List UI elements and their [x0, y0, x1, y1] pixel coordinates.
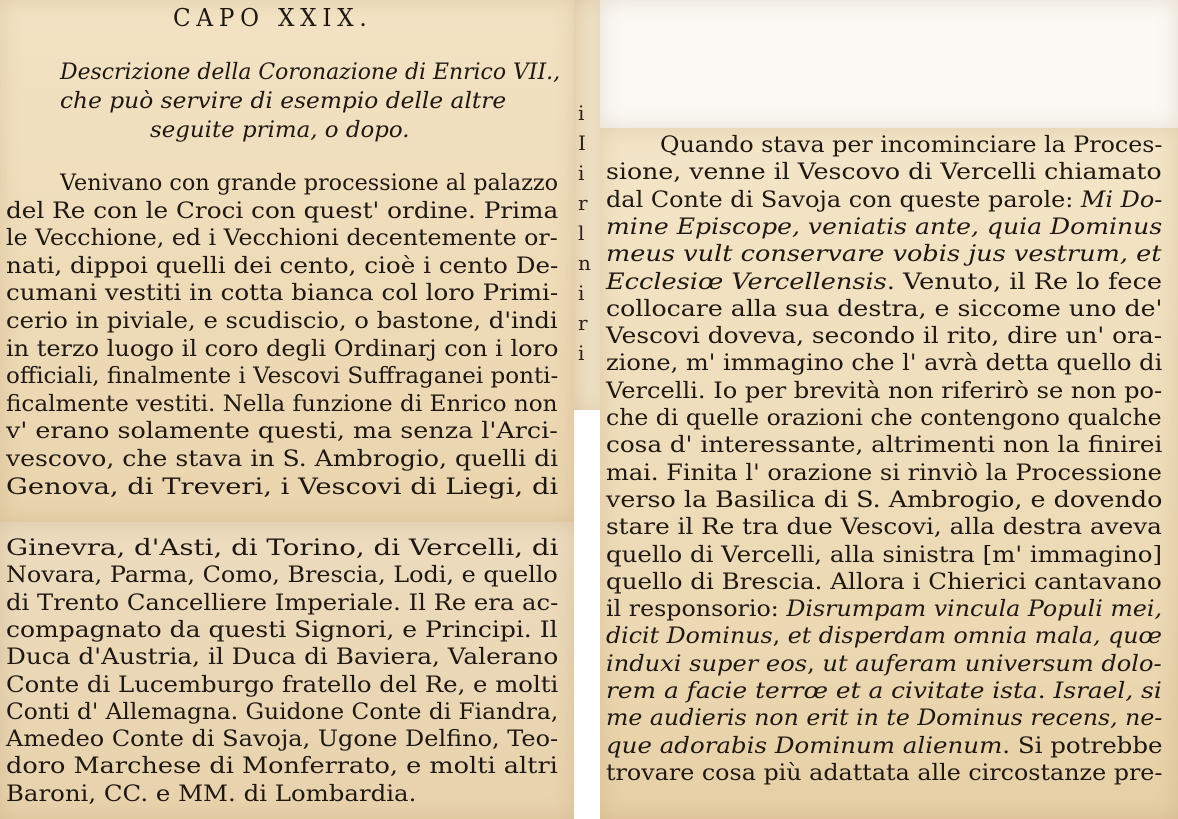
text-line	[606, 323, 1162, 350]
latin-text: Disrumpam vincula Populi mei,	[786, 596, 1163, 623]
text-line	[606, 460, 1162, 487]
text-segment: trovare cosa più adattata alle circostanze pre-	[606, 759, 1163, 786]
text-segment: collocare alla sua destra, e siccome uno de'	[606, 295, 1163, 322]
text-line: Duca d'Austria, il Duca di Baviera, Valerano	[6, 644, 559, 671]
text-segment: che di quelle orazioni che contengono qualche	[606, 405, 1162, 431]
left-bottom-column	[0, 522, 574, 819]
text-segment: ,	[807, 650, 823, 677]
text-segment: Vercelli. Io per brevità non riferirò se non po-	[606, 377, 1163, 404]
text-line	[606, 214, 1162, 241]
text-line	[606, 269, 1162, 296]
right-column	[600, 128, 1178, 819]
text-line	[606, 296, 1162, 323]
text-line: vescovo, che stava in S. Ambrogio, quelli di	[6, 446, 559, 472]
strip-letter: r	[578, 191, 588, 215]
text-segment: quello di Vercelli, alla sinistra [m' immagino]	[606, 541, 1162, 568]
text-line	[660, 132, 1162, 159]
text-line	[606, 542, 1162, 569]
text-segment: cosa d' interessante, altrimenti non la finirei	[606, 432, 1163, 459]
text-segment: dal Conte di Savoja con queste parole:	[606, 186, 1081, 213]
text-line: ficalmente vestiti. Nella funzione di Enrico non	[6, 390, 558, 417]
torn-page-strip	[574, 0, 600, 410]
blank-margin	[600, 0, 1178, 128]
text-line: Baroni, CC. e MM. di Lombardia.	[6, 780, 417, 807]
text-line: cerio in piviale, e scudiscio, o bastone, d'indi	[6, 308, 558, 334]
text-line: Genova, di Treveri, i Vescovi di Liegi, di	[6, 473, 559, 500]
text-line	[606, 733, 1163, 760]
text-line: compagnato da questi Signori, e Principi. Il	[6, 616, 558, 643]
latin-text: rem a facie terrœ et a civitate ista	[606, 678, 1038, 704]
text-line	[606, 678, 1162, 705]
text-line	[606, 187, 1162, 214]
text-line	[606, 651, 1162, 678]
strip-letter: r	[578, 311, 588, 335]
text-line: v' erano solamente questi, ma senza l'Arci-	[6, 418, 558, 445]
text-line: doro Marchese di Monferrato, e molti altri	[6, 753, 558, 780]
text-line: Novara, Parma, Como, Brescia, Lodi, e quello	[6, 562, 558, 589]
text-line	[606, 487, 1162, 514]
text-line	[606, 405, 1162, 432]
latin-text: me audieris non erit in te Dominus recens, ne-	[606, 705, 1163, 732]
strip-letter: I	[578, 131, 586, 155]
strip-letter: i	[578, 161, 585, 185]
latin-text: ut auferam universum dolo-	[822, 650, 1162, 677]
latin-text: que adorabis Dominum alienum	[606, 732, 1003, 759]
text-line: di Trento Cancelliere Imperiale. Il Re era ac-	[6, 589, 559, 616]
text-line	[606, 514, 1162, 541]
text-segment: .	[1037, 678, 1054, 704]
text-segment: ,	[772, 623, 788, 650]
text-line: in terzo luogo il coro degli Ordinarj con i loro	[6, 335, 559, 362]
text-line: nati, dippoi quelli dei cento, cioè i cento De-	[6, 252, 559, 279]
latin-text: Ecclesiœ Vercellensis	[606, 268, 887, 295]
text-line	[606, 596, 1162, 623]
text-line: cumani vestiti in cotta bianca col loro Primi-	[6, 280, 559, 307]
text-line	[606, 241, 1162, 268]
text-line	[606, 705, 1162, 732]
latin-text: mine Episcope, veniatis ante, quia Dominus	[606, 213, 1163, 240]
text-line	[606, 159, 1162, 186]
strip-letter: i	[578, 101, 585, 125]
text-segment: . Si potrebbe	[1002, 732, 1163, 759]
latin-text: meus vult conservare vobis jus vestrum, et	[606, 241, 1162, 268]
text-segment: stare il Re tra due Vescovi, alla destra aveva	[606, 514, 1162, 541]
text-line: Conte di Lucemburgo fratello del Re, e molti	[6, 671, 559, 698]
text-segment: mai. Finita l' orazione si rinviò la Processione	[606, 459, 1162, 486]
left-top-column	[0, 0, 574, 522]
text-line: le Vecchione, ed i Vecchioni decentemente or-	[6, 225, 558, 252]
text-line	[606, 569, 1162, 596]
text-segment: zione, m' immagino che l' avrà detta quello di	[606, 350, 1163, 377]
text-line	[606, 350, 1162, 377]
chapter-title: CAPO XXIX.	[173, 4, 373, 32]
text-line: Venivano con grande processione al palazzo	[60, 170, 559, 196]
text-segment: sione, venne il Vescovo di Vercelli chiamato	[606, 159, 1162, 186]
text-line: del Re con le Croci con quest' ordine. Prima	[6, 197, 559, 224]
latin-text: dicit Dominus	[606, 623, 773, 650]
text-line: Conti d' Allemagna. Guidone Conte di Fiandra,	[6, 698, 559, 725]
text-line	[606, 623, 1162, 650]
subtitle-line: Descrizione della Coronazione di Enrico VII.,	[60, 60, 561, 85]
text-segment: Vescovi doveva, secondo il rito, dire un' ora-	[606, 323, 1163, 350]
latin-text: Israel, si	[1053, 678, 1162, 704]
text-segment: quello di Brescia. Allora i Chierici cantavano	[606, 568, 1162, 595]
text-line: Amedeo Conte di Savoja, Ugone Delfino, Teo-	[6, 726, 559, 753]
text-segment: . Venuto, il Re lo fece	[886, 268, 1163, 295]
latin-text: et disperdam omnia mala, quœ	[787, 623, 1162, 650]
text-segment: verso la Basilica di S. Ambrogio, e dovendo	[606, 486, 1163, 513]
text-segment: il responsorio:	[606, 596, 787, 623]
latin-text: Mi Do-	[1080, 186, 1163, 213]
text-line	[606, 760, 1162, 787]
strip-letter: i	[578, 341, 585, 365]
text-line	[606, 378, 1162, 405]
subtitle-line: seguite prima, o dopo.	[150, 118, 410, 143]
strip-letter: i	[578, 281, 585, 305]
text-line: Ginevra, d'Asti, di Torino, di Vercelli, di	[6, 535, 559, 561]
text-line: officiali, finalmente i Vescovi Suffraganei ponti-	[6, 363, 559, 390]
latin-text: induxi super eos	[606, 650, 808, 677]
strip-letter: l	[578, 221, 585, 245]
text-line	[606, 432, 1162, 459]
text-segment: Quando stava per incominciare la Proces-	[660, 132, 1163, 158]
subtitle-line: che può servire di esempio delle altre	[60, 89, 507, 114]
strip-letter: n	[578, 251, 591, 275]
